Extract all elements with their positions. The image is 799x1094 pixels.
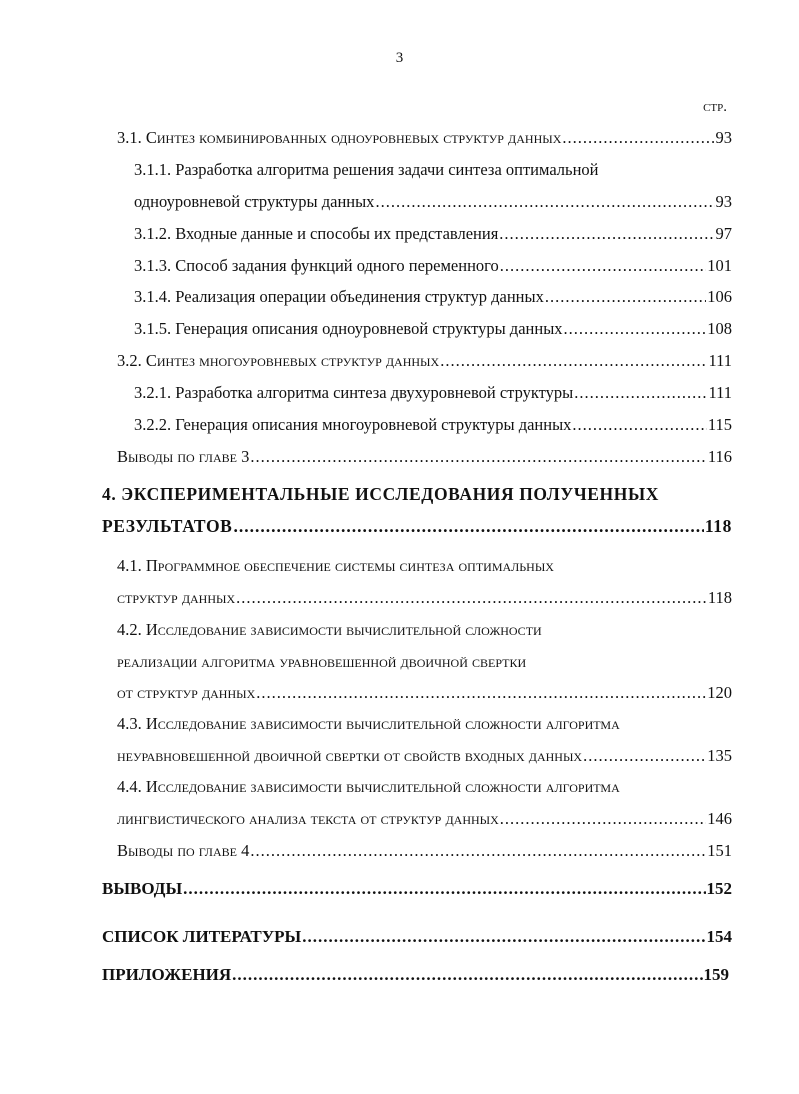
toc-leader: [232, 965, 702, 985]
toc-leader: [375, 192, 714, 212]
toc-entry-3-2[interactable]: [117, 351, 732, 371]
toc-title: 3.1. Синтез комбинированных одноуровневых структур данных: [117, 128, 562, 147]
toc-entry-3-1-1[interactable]: [134, 192, 732, 212]
toc-entry-3-1-1-line1[interactable]: 3.1.1. Разработка алгоритма решения задачи синтеза оптимальной: [134, 160, 599, 179]
toc-page: 154: [706, 927, 732, 946]
toc-leader: [183, 879, 705, 899]
toc-title: РЕЗУЛЬТАТОВ: [102, 516, 233, 536]
toc-entry-3-2-1[interactable]: [134, 383, 732, 403]
toc-page: 97: [715, 224, 732, 243]
toc-entry-4-1-line1[interactable]: 4.1. Программное обеспечение системы синтеза оптимальных: [117, 556, 554, 575]
toc-entry-3-1-5[interactable]: [134, 319, 732, 339]
toc-entry-4-2[interactable]: [117, 683, 732, 703]
toc-page: 116: [707, 447, 732, 466]
toc-entry-4-4[interactable]: [117, 809, 732, 829]
toc-page: 115: [707, 415, 732, 434]
toc-leader: [562, 128, 714, 148]
toc-title: 3.1.3. Способ задания функций одного переменного: [134, 256, 499, 275]
toc-title: 3.1.5. Генерация описания одноуровневой структуры данных: [134, 319, 563, 338]
toc-entry-4-3-line1[interactable]: 4.3. Исследование зависимости вычислительной сложности алгоритма: [117, 714, 620, 733]
toc-title: лингвистического анализа текста от структур данных: [117, 809, 499, 828]
toc-page: 93: [715, 192, 732, 211]
toc-page: 135: [707, 746, 732, 765]
toc-title: структур данных: [117, 588, 236, 607]
toc-leader: [572, 415, 706, 435]
toc-page: 120: [707, 683, 732, 702]
toc-title: 3.2.2. Генерация описания многоуровневой структуры данных: [134, 415, 572, 434]
toc-title: от структур данных: [117, 683, 256, 702]
toc-leader: [236, 588, 707, 608]
toc-entry-4-2-line1[interactable]: 4.2. Исследование зависимости вычислительной сложности: [117, 620, 542, 639]
toc-title: СПИСОК ЛИТЕРАТУРЫ: [102, 927, 302, 946]
toc-leader: [256, 683, 706, 703]
toc-page: 108: [707, 319, 732, 338]
toc-entry-chapter3-conclusions[interactable]: [117, 447, 732, 467]
toc-entry-conclusions[interactable]: [102, 879, 732, 899]
page-number: 3: [395, 50, 404, 66]
toc-chapter4-line1[interactable]: 4. ЭКСПЕРИМЕНТАЛЬНЫЕ ИССЛЕДОВАНИЯ ПОЛУЧЕННЫХ: [102, 484, 659, 504]
toc-page: 159: [703, 965, 729, 984]
toc-page: 111: [708, 351, 732, 370]
toc-leader: [233, 516, 703, 537]
toc-entry-4-1[interactable]: [117, 588, 732, 608]
toc-entry-3-1-4[interactable]: [134, 287, 732, 307]
toc-leader: [499, 224, 714, 244]
toc-leader: [302, 927, 705, 947]
toc-title: 3.1.2. Входные данные и способы их представления: [134, 224, 499, 243]
toc-entry-3-1[interactable]: [117, 128, 732, 148]
toc-entry-references[interactable]: [102, 927, 732, 947]
toc-title: Выводы по главе 3: [117, 447, 250, 466]
toc-page: 151: [707, 841, 732, 860]
toc-entry-4-2-line2[interactable]: реализации алгоритма уравновешенной двоичной свертки: [117, 652, 527, 671]
toc-title: ВЫВОДЫ: [102, 879, 183, 898]
toc-page: 146: [707, 809, 732, 828]
toc-page: 118: [704, 516, 732, 536]
toc-leader: [545, 287, 706, 307]
toc-title: ПРИЛОЖЕНИЯ: [102, 965, 232, 984]
toc-leader: [500, 256, 706, 276]
toc-entry-4-4-line1[interactable]: 4.4. Исследование зависимости вычислительной сложности алгоритма: [117, 777, 620, 796]
toc-page: 106: [707, 287, 732, 306]
toc-leader: [440, 351, 707, 371]
toc-entry-appendices[interactable]: [102, 965, 729, 985]
page-column-header: стр.: [703, 99, 727, 115]
toc-leader: [583, 746, 706, 766]
toc-page: 118: [707, 588, 732, 607]
toc-leader: [500, 809, 706, 829]
toc-title: одноуровневой структуры данных: [134, 192, 375, 211]
toc-entry-3-1-2[interactable]: [134, 224, 732, 244]
toc-entry-chapter4-conclusions[interactable]: [117, 841, 732, 861]
toc-entry-3-2-2[interactable]: [134, 415, 732, 435]
toc-entry-chapter4[interactable]: [102, 516, 732, 537]
toc-leader: [250, 841, 706, 861]
toc-title: Выводы по главе 4: [117, 841, 250, 860]
toc-title: 3.1.4. Реализация операции объединения структур данных: [134, 287, 544, 306]
toc-title: 3.2.1. Разработка алгоритма синтеза двухуровневой структуры: [134, 383, 574, 402]
toc-page: 101: [707, 256, 732, 275]
toc-leader: [250, 447, 707, 467]
toc-entry-4-3[interactable]: [117, 746, 732, 766]
toc-page: 93: [715, 128, 732, 147]
toc-entry-3-1-3[interactable]: [134, 256, 732, 276]
toc-title: неуравновешенной двоичной свертки от свойств входных данных: [117, 746, 583, 765]
toc-page: 111: [708, 383, 732, 402]
toc-leader: [564, 319, 707, 339]
toc-page: 152: [706, 879, 732, 898]
toc-title: 3.2. Синтез многоуровневых структур данных: [117, 351, 440, 370]
toc-leader: [574, 383, 707, 403]
